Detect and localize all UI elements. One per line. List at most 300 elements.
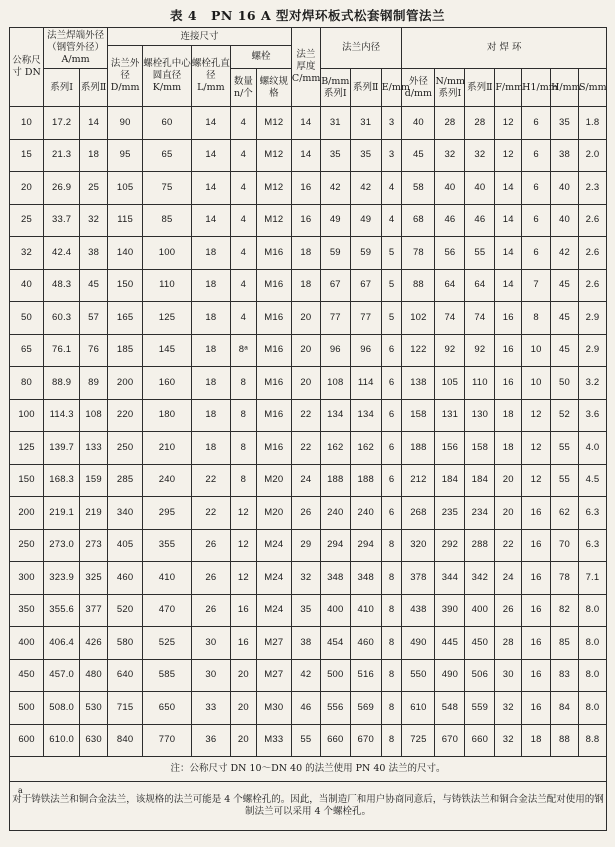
table-cell: 40 xyxy=(10,269,44,302)
table-cell: 10 xyxy=(522,334,551,367)
table-cell: M16 xyxy=(256,334,291,367)
table-cell: 6.3 xyxy=(578,497,606,530)
table-cell: 130 xyxy=(465,399,495,432)
table-cell: 125 xyxy=(10,432,44,465)
table-cell: 288 xyxy=(465,529,495,562)
table-cell: 6 xyxy=(381,464,402,497)
table-cell: 159 xyxy=(80,464,108,497)
header-a-series-1: 系列Ⅰ xyxy=(44,69,80,107)
header-s: S/mm xyxy=(578,69,606,107)
table-cell: 8.0 xyxy=(578,594,606,627)
table-cell: 406.4 xyxy=(44,627,80,660)
table-row xyxy=(10,659,607,692)
table-cell: 20 xyxy=(10,172,44,205)
table-cell: 60.3 xyxy=(44,302,80,335)
table-cell: 55 xyxy=(551,464,579,497)
table-cell: 82 xyxy=(551,594,579,627)
table-cell: 400 xyxy=(320,594,350,627)
table-cell: 45 xyxy=(551,334,579,367)
table-cell: 10 xyxy=(10,107,44,140)
header-n-series-1 xyxy=(435,69,465,107)
table-row xyxy=(10,204,607,237)
table-cell: 630 xyxy=(80,724,108,757)
table-cell: 68 xyxy=(402,204,435,237)
table-cell: 76.1 xyxy=(44,334,80,367)
table-cell: 16 xyxy=(522,692,551,725)
table-cell: M16 xyxy=(256,432,291,465)
header-n: 数量 n/个 xyxy=(230,69,256,107)
table-cell: 8 xyxy=(230,399,256,432)
table-cell: 294 xyxy=(350,529,381,562)
table-cell: 40 xyxy=(551,172,579,205)
table-cell: 162 xyxy=(350,432,381,465)
header-e: E/mm xyxy=(381,69,402,107)
table-cell: 42 xyxy=(551,237,579,270)
table-cell: 670 xyxy=(350,724,381,757)
table-cell: 77 xyxy=(320,302,350,335)
table-cell: 168.3 xyxy=(44,464,80,497)
table-cell: 14 xyxy=(80,107,108,140)
table-cell: 28 xyxy=(435,107,465,140)
table-cell: 4 xyxy=(230,269,256,302)
table-cell: 8 xyxy=(230,464,256,497)
table-cell: 18 xyxy=(495,399,522,432)
table-cell: M24 xyxy=(256,562,291,595)
header-h1: H1/mm xyxy=(522,69,551,107)
table-row xyxy=(10,432,607,465)
table-number: 表 4 xyxy=(169,8,198,23)
table-cell: 342 xyxy=(465,562,495,595)
table-cell: M16 xyxy=(256,399,291,432)
table-cell: 18 xyxy=(191,237,230,270)
table-cell: 660 xyxy=(320,724,350,757)
table-cell: 2.6 xyxy=(578,204,606,237)
table-cell: 556 xyxy=(320,692,350,725)
table-cell: 273 xyxy=(80,529,108,562)
table-cell: 18 xyxy=(495,432,522,465)
table-cell: 219.1 xyxy=(44,497,80,530)
table-cell: 165 xyxy=(108,302,143,335)
table-row xyxy=(10,302,607,335)
table-cell: 8 xyxy=(381,692,402,725)
table-cell: 100 xyxy=(143,237,192,270)
table-cell: 20 xyxy=(230,692,256,725)
table-cell: 12 xyxy=(230,497,256,530)
table-cell: 58 xyxy=(402,172,435,205)
table-cell: M12 xyxy=(256,107,291,140)
table-cell: 548 xyxy=(435,692,465,725)
header-n-dim: N/mm xyxy=(435,75,465,87)
table-cell: 530 xyxy=(80,692,108,725)
table-cell: 4.0 xyxy=(578,432,606,465)
table-cell: 96 xyxy=(350,334,381,367)
table-cell: 8 xyxy=(381,724,402,757)
table-cell: 38 xyxy=(291,627,320,660)
table-cell: 88.9 xyxy=(44,367,80,400)
table-cell: 840 xyxy=(108,724,143,757)
table-cell: 65 xyxy=(10,334,44,367)
table-cell: 450 xyxy=(10,659,44,692)
table-cell: 16 xyxy=(522,529,551,562)
table-cell: M12 xyxy=(256,172,291,205)
table-cell: 65 xyxy=(143,139,192,172)
table-cell: 8 xyxy=(381,562,402,595)
table-cell: 16 xyxy=(230,594,256,627)
table-cell: 8.0 xyxy=(578,627,606,660)
table-cell: 32 xyxy=(495,692,522,725)
table-cell: 59 xyxy=(350,237,381,270)
table-cell: 670 xyxy=(435,724,465,757)
table-cell: 30 xyxy=(495,659,522,692)
table-cell: M33 xyxy=(256,724,291,757)
table-cell: 25 xyxy=(80,172,108,205)
table-title-text: PN 16 A 型对焊环板式松套钢制管法兰 xyxy=(211,8,446,23)
table-cell: 105 xyxy=(435,367,465,400)
table-cell: 92 xyxy=(465,334,495,367)
table-cell: 26 xyxy=(191,562,230,595)
table-cell: 8 xyxy=(381,594,402,627)
table-cell: 325 xyxy=(80,562,108,595)
table-cell: 2.6 xyxy=(578,269,606,302)
table-cell: 18 xyxy=(191,302,230,335)
table-cell: 235 xyxy=(435,497,465,530)
table-cell: 240 xyxy=(320,497,350,530)
table-cell: 55 xyxy=(465,237,495,270)
table-cell: 35 xyxy=(291,594,320,627)
header-b-series-1 xyxy=(320,69,350,107)
table-cell: 18 xyxy=(522,724,551,757)
table-cell: 28 xyxy=(495,627,522,660)
table-cell: 18 xyxy=(191,269,230,302)
table-cell: 294 xyxy=(320,529,350,562)
header-ring: 对 焊 环 xyxy=(402,28,607,69)
table-cell: 4 xyxy=(230,107,256,140)
table-cell: M27 xyxy=(256,627,291,660)
table-cell: 188 xyxy=(402,432,435,465)
header-thread: 螺纹规格 xyxy=(256,69,291,107)
table-cell: 138 xyxy=(402,367,435,400)
header-c: 法兰厚度 C/mm xyxy=(291,28,320,107)
table-cell: 55 xyxy=(551,432,579,465)
table-cell: 200 xyxy=(10,497,44,530)
table-cell: 3.2 xyxy=(578,367,606,400)
table-cell: 770 xyxy=(143,724,192,757)
table-cell: 3 xyxy=(381,107,402,140)
table-cell: 139.7 xyxy=(44,432,80,465)
table-cell: 220 xyxy=(108,399,143,432)
table-cell: 20 xyxy=(291,334,320,367)
table-cell: 25 xyxy=(10,204,44,237)
table-cell: 470 xyxy=(143,594,192,627)
table-cell: 4 xyxy=(381,172,402,205)
table-row xyxy=(10,529,607,562)
table-cell: 22 xyxy=(291,399,320,432)
table-cell: 32 xyxy=(435,139,465,172)
table-cell: 35 xyxy=(551,107,579,140)
table-cell: 32 xyxy=(495,724,522,757)
table-cell: 16 xyxy=(230,627,256,660)
table-cell: 133 xyxy=(80,432,108,465)
table-cell: 78 xyxy=(551,562,579,595)
table-cell: 6 xyxy=(522,139,551,172)
table-cell: 52 xyxy=(551,399,579,432)
table-cell: 12 xyxy=(495,139,522,172)
header-f: F/mm xyxy=(495,69,522,107)
table-cell: 6 xyxy=(381,334,402,367)
header-n-series-2: 系列Ⅱ xyxy=(465,69,495,107)
table-cell: 38 xyxy=(551,139,579,172)
table-cell: 114.3 xyxy=(44,399,80,432)
table-cell: 508.0 xyxy=(44,692,80,725)
table-cell: 2.9 xyxy=(578,334,606,367)
table-note: 注：公称尺寸 DN 10～DN 40 的法兰使用 PN 40 法兰的尺寸。 xyxy=(10,757,607,782)
table-cell: 40 xyxy=(402,107,435,140)
table-cell: 14 xyxy=(495,237,522,270)
table-cell: 6 xyxy=(381,497,402,530)
table-cell: 115 xyxy=(108,204,143,237)
table-cell: 6 xyxy=(522,107,551,140)
table-cell: 390 xyxy=(435,594,465,627)
header-b: B/mm xyxy=(321,75,350,87)
table-row xyxy=(10,497,607,530)
table-cell: 29 xyxy=(291,529,320,562)
table-cell: 8 xyxy=(381,627,402,660)
table-cell: M20 xyxy=(256,464,291,497)
table-cell: 74 xyxy=(435,302,465,335)
header-connect: 连接尺寸 xyxy=(108,28,292,46)
table-cell: 650 xyxy=(143,692,192,725)
table-cell: 158 xyxy=(465,432,495,465)
table-row xyxy=(10,269,607,302)
table-cell: 8.8 xyxy=(578,724,606,757)
table-cell: 46 xyxy=(435,204,465,237)
table-cell: M16 xyxy=(256,367,291,400)
table-cell: 105 xyxy=(108,172,143,205)
table-cell: 40 xyxy=(551,204,579,237)
table-cell: 22 xyxy=(191,497,230,530)
table-cell: 20 xyxy=(495,497,522,530)
header-n-series-1-label: 系列Ⅰ xyxy=(438,87,462,99)
table-cell: 22 xyxy=(291,432,320,465)
table-cell: 457.0 xyxy=(44,659,80,692)
table-cell: 28 xyxy=(465,107,495,140)
table-cell: 17.2 xyxy=(44,107,80,140)
table-cell: 4 xyxy=(230,139,256,172)
table-cell: 715 xyxy=(108,692,143,725)
table-cell: 400 xyxy=(465,594,495,627)
table-cell: 8 xyxy=(381,659,402,692)
table-cell: 45 xyxy=(551,302,579,335)
table-cell: 26 xyxy=(191,594,230,627)
table-cell: 31 xyxy=(320,107,350,140)
table-cell: 184 xyxy=(465,464,495,497)
table-cell: 16 xyxy=(522,562,551,595)
table-cell: 506 xyxy=(465,659,495,692)
table-cell: 20 xyxy=(230,724,256,757)
table-cell: 14 xyxy=(495,204,522,237)
table-cell: 660 xyxy=(465,724,495,757)
table-cell: 219 xyxy=(80,497,108,530)
table-cell: 8 xyxy=(230,432,256,465)
footnote-marker: a xyxy=(18,786,23,795)
table-cell: 140 xyxy=(108,237,143,270)
header-k: 螺栓孔中心圆直径 K/mm xyxy=(143,46,192,107)
table-cell: 42.4 xyxy=(44,237,80,270)
table-footnote xyxy=(10,782,607,831)
table-cell: 300 xyxy=(10,562,44,595)
table-cell: 48.3 xyxy=(44,269,80,302)
table-header xyxy=(10,28,607,107)
table-cell: 6 xyxy=(522,172,551,205)
table-cell: 95 xyxy=(108,139,143,172)
table-cell: 188 xyxy=(320,464,350,497)
table-cell: 4 xyxy=(230,237,256,270)
table-cell: 426 xyxy=(80,627,108,660)
table-cell: 344 xyxy=(435,562,465,595)
table-cell: 569 xyxy=(350,692,381,725)
table-cell: 100 xyxy=(10,399,44,432)
table-cell: 108 xyxy=(320,367,350,400)
table-cell: 188 xyxy=(350,464,381,497)
table-cell: 460 xyxy=(350,627,381,660)
header-inner: 法兰内径 xyxy=(320,28,402,69)
table-cell: M24 xyxy=(256,594,291,627)
table-cell: 273.0 xyxy=(44,529,80,562)
table-cell: 16 xyxy=(522,627,551,660)
table-cell: 150 xyxy=(108,269,143,302)
table-cell: 4 xyxy=(381,204,402,237)
table-cell: 145 xyxy=(143,334,192,367)
table-cell: 4 xyxy=(230,302,256,335)
table-cell: 40 xyxy=(465,172,495,205)
header-dn: 公称尺寸 DN xyxy=(10,28,44,107)
table-cell: 131 xyxy=(435,399,465,432)
table-cell: 16 xyxy=(522,659,551,692)
table-cell: 516 xyxy=(350,659,381,692)
table-cell: 20 xyxy=(291,302,320,335)
table-cell: 45 xyxy=(80,269,108,302)
table-cell: 122 xyxy=(402,334,435,367)
table-cell: 20 xyxy=(230,659,256,692)
table-cell: 610 xyxy=(402,692,435,725)
table-cell: 49 xyxy=(350,204,381,237)
table-cell: 350 xyxy=(10,594,44,627)
table-cell: M12 xyxy=(256,204,291,237)
table-cell: 45 xyxy=(402,139,435,172)
table-cell: 580 xyxy=(108,627,143,660)
table-cell: 84 xyxy=(551,692,579,725)
table-cell: 156 xyxy=(435,432,465,465)
table-cell: 454 xyxy=(320,627,350,660)
table-cell: 30 xyxy=(191,627,230,660)
table-cell: 4 xyxy=(230,172,256,205)
table-cell: 32 xyxy=(10,237,44,270)
table-cell: 14 xyxy=(495,269,522,302)
table-cell: 64 xyxy=(435,269,465,302)
table-cell: 92 xyxy=(435,334,465,367)
table-cell: 5 xyxy=(381,269,402,302)
table-row xyxy=(10,367,607,400)
table-cell: 18 xyxy=(191,399,230,432)
table-cell: 212 xyxy=(402,464,435,497)
table-cell: 110 xyxy=(143,269,192,302)
table-cell: 16 xyxy=(522,497,551,530)
table-cell: 600 xyxy=(10,724,44,757)
table-cell: 150 xyxy=(10,464,44,497)
table-cell: 96 xyxy=(320,334,350,367)
table-row xyxy=(10,139,607,172)
table-cell: 46 xyxy=(291,692,320,725)
table-cell: 22 xyxy=(191,464,230,497)
table-cell: 26 xyxy=(291,497,320,530)
table-cell: 585 xyxy=(143,659,192,692)
table-cell: 26.9 xyxy=(44,172,80,205)
table-cell: M16 xyxy=(256,237,291,270)
table-cell: 438 xyxy=(402,594,435,627)
table-cell: 14 xyxy=(191,172,230,205)
table-row xyxy=(10,399,607,432)
header-outer-diameter: 法兰焊端外径（钢管外径）A/mm xyxy=(44,28,108,69)
table-cell: 50 xyxy=(551,367,579,400)
table-cell: 3.6 xyxy=(578,399,606,432)
table-cell: 89 xyxy=(80,367,108,400)
table-cell: 18 xyxy=(191,334,230,367)
table-cell: 378 xyxy=(402,562,435,595)
table-cell: 78 xyxy=(402,237,435,270)
table-cell: 16 xyxy=(495,302,522,335)
header-a-series-2: 系列Ⅱ xyxy=(80,69,108,107)
table-cell: 33 xyxy=(191,692,230,725)
table-body xyxy=(10,107,607,757)
table-cell: 40 xyxy=(435,172,465,205)
table-cell: 14 xyxy=(191,204,230,237)
table-cell: 125 xyxy=(143,302,192,335)
header-d-outer: 法兰外径 D/mm xyxy=(108,46,143,107)
table-cell: 18 xyxy=(191,367,230,400)
table-cell: 12 xyxy=(495,107,522,140)
table-cell: 32 xyxy=(291,562,320,595)
table-cell: 250 xyxy=(10,529,44,562)
table-cell: 158 xyxy=(402,399,435,432)
table-cell: 90 xyxy=(108,107,143,140)
table-row xyxy=(10,107,607,140)
header-b-series-2: 系列Ⅱ xyxy=(350,69,381,107)
table-cell: 6 xyxy=(381,399,402,432)
table-cell: 550 xyxy=(402,659,435,692)
footnote-text: 对于铸铁法兰和铜合金法兰，该规格的法兰可能是 4 个螺栓孔的。因此，当制造厂和用户协商同意后，与铸铁法兰和铜合金法兰配对使用的钢制法兰可以采用 4 个螺栓孔。 xyxy=(12,794,604,817)
table-cell: 490 xyxy=(402,627,435,660)
table-cell: 85 xyxy=(143,204,192,237)
table-cell: 7 xyxy=(522,269,551,302)
table-cell: 8 xyxy=(230,367,256,400)
table-cell: 46 xyxy=(465,204,495,237)
table-cell: 8 xyxy=(381,529,402,562)
table-cell: 323.9 xyxy=(44,562,80,595)
table-cell: 295 xyxy=(143,497,192,530)
table-cell: 8ᵃ xyxy=(230,334,256,367)
table-cell: 74 xyxy=(465,302,495,335)
table-cell: 6 xyxy=(522,237,551,270)
table-cell: 340 xyxy=(108,497,143,530)
table-cell: 180 xyxy=(143,399,192,432)
table-cell: 83 xyxy=(551,659,579,692)
table-cell: 2.0 xyxy=(578,139,606,172)
table-cell: 14 xyxy=(291,107,320,140)
table-cell: 14 xyxy=(191,139,230,172)
table-cell: 500 xyxy=(10,692,44,725)
table-cell: 410 xyxy=(350,594,381,627)
table-cell: 268 xyxy=(402,497,435,530)
